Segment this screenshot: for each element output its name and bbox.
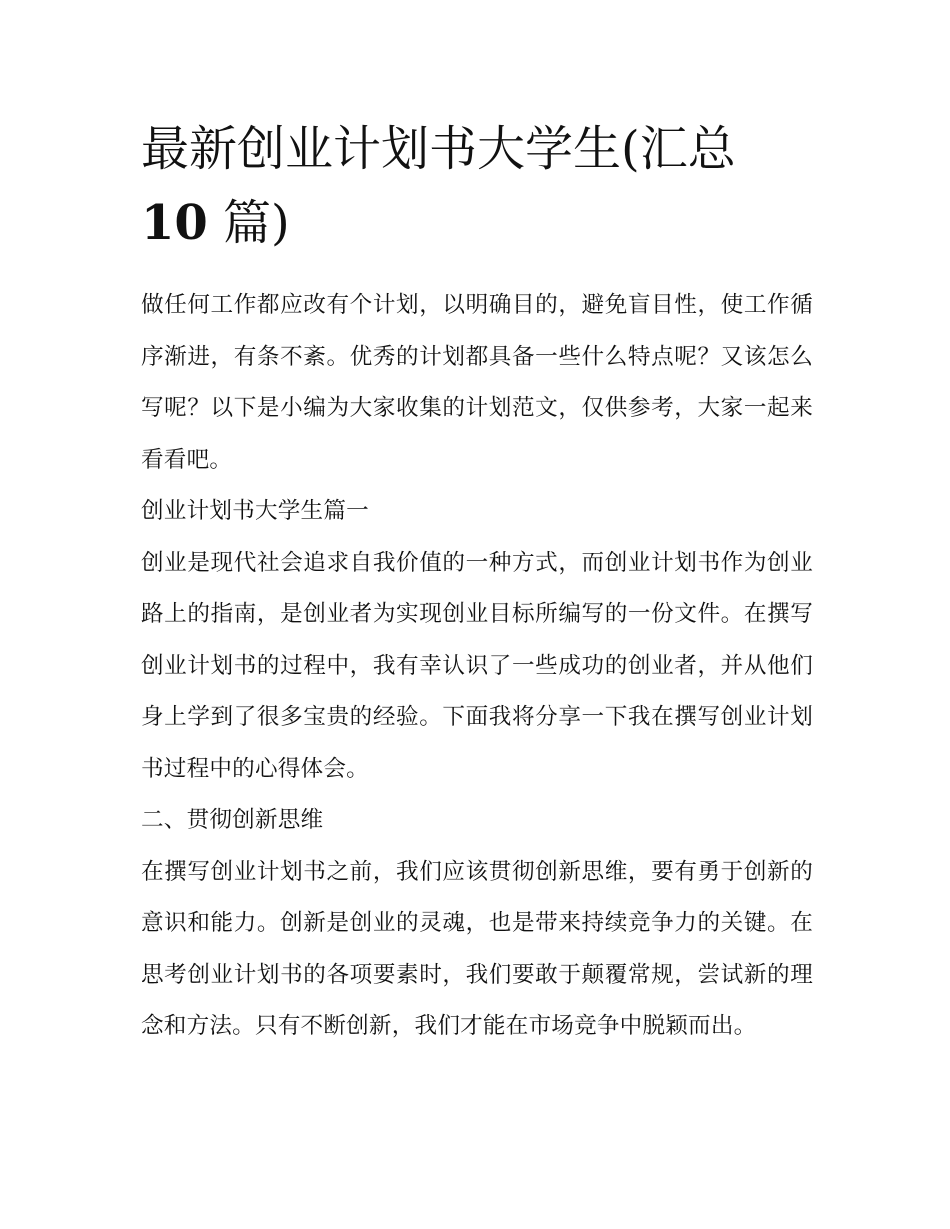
subsection-heading-innovation: 二、贯彻创新思维 xyxy=(141,807,324,833)
title-text: 最新创业计划书大学生(汇总 xyxy=(141,121,736,177)
title-number: 10 xyxy=(141,195,208,251)
intro-paragraph: 做任何工作都应改有个计划，以明确目的，避免盲目性，使工作循序渐进，有条不紊。优秀的计划都具备一些什么特点呢？又该怎么写呢？以下是小编为大家收集的计划范文，仅供参考，大家一起来看看吧。 xyxy=(141,292,813,473)
title-suffix: 篇) xyxy=(207,195,290,251)
section-heading-part-one: 创业计划书大学生篇一 xyxy=(141,498,369,524)
document-page xyxy=(141,112,813,1053)
document-title xyxy=(141,112,813,260)
body-paragraph-innovation: 在撰写创业计划书之前，我们应该贯彻创新思维，要有勇于创新的意识和能力。创新是创业的灵魂，也是带来持续竞争力的关键。在思考创业计划书的各项要素时，我们要敢于颠覆常规，尝试新的理念和方法。只有不断创新，我们才能在市场竞争中脱颖而出。 xyxy=(141,858,813,1039)
body-paragraph: 创业是现代社会追求自我价值的一种方式，而创业计划书作为创业路上的指南，是创业者为实现创业目标所编写的一份文件。在撰写创业计划书的过程中，我有幸认识了一些成功的创业者，并从他们身上学到了很多宝贵的经验。下面我将分享一下我在撰写创业计划书过程中的心得体会。 xyxy=(141,549,813,782)
